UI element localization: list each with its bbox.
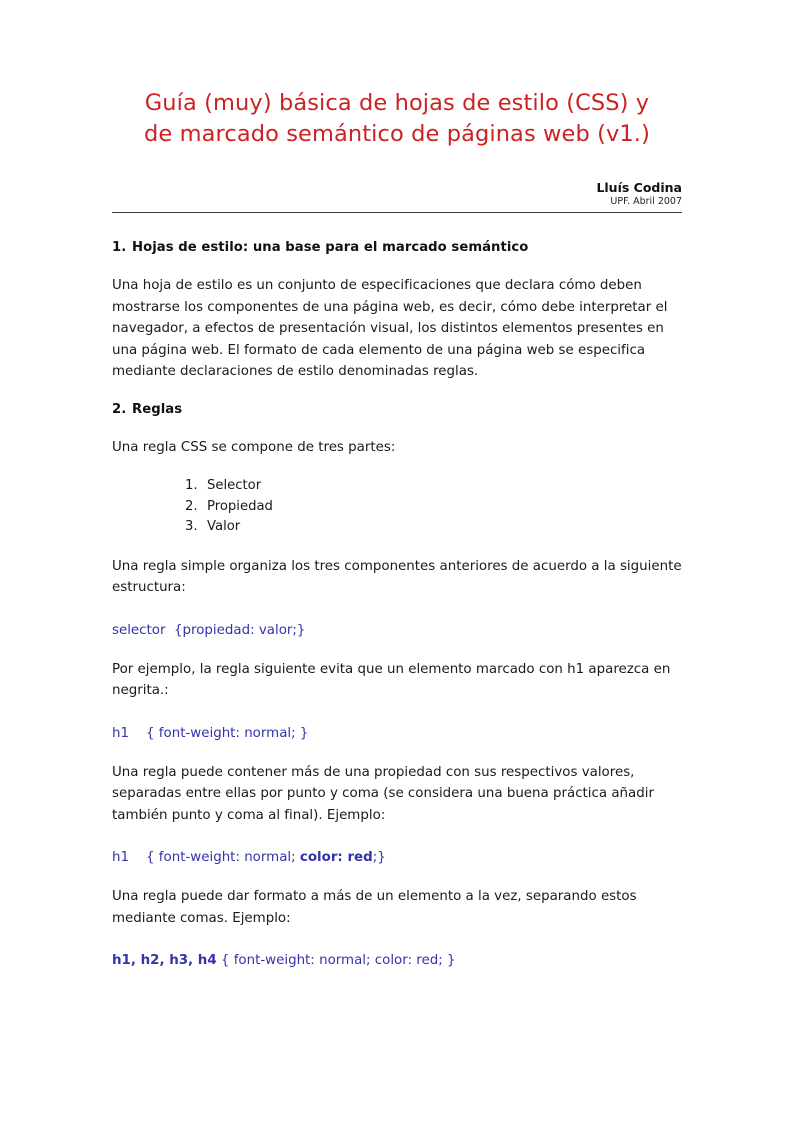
code-example-2-prefix: h1 { font-weight: normal; (112, 850, 300, 866)
list-item-number: 2. (185, 498, 198, 514)
section-heading-2 (112, 383, 682, 419)
page-title-line-1: Guía (muy) básica de hojas de estilo (CSS) y (144, 90, 650, 116)
list-item-label: Valor (207, 519, 241, 535)
page-title-line-2: de marcado semántico de páginas web (v1.) (144, 121, 650, 147)
author-block (112, 180, 682, 208)
page-title (112, 0, 682, 150)
rule-parts-list (112, 458, 682, 538)
code-example-3-declarations: { font-weight: normal; color: red; } (216, 953, 456, 969)
author-name: Lluís Codina (596, 180, 682, 195)
author-affiliation: UPF. Abril 2007 (610, 196, 682, 207)
example-1-paragraph: Por ejemplo, la regla siguiente evita que un elemento marcado con h1 aparezca en negrita.: (112, 661, 675, 699)
section-number-1: 1. (112, 240, 127, 255)
example-2-paragraph: Una regla puede contener más de una propiedad con sus respectivos valores, separadas entre ellas por punto y coma (se considera una buena práctica añadir también punto y coma al final). Ejemplo: (112, 764, 659, 823)
code-example-2 (112, 826, 682, 868)
document-content (112, 0, 686, 971)
section-2-intro: Una regla CSS se compone de tres partes: (112, 439, 396, 455)
rule-structure-paragraph: Una regla simple organiza los tres componentes anteriores de acuerdo a la siguiente estructura: (112, 558, 686, 596)
code-rule-structure: selector {propiedad: valor;} (112, 622, 306, 638)
section-number-2: 2. (112, 401, 127, 417)
header-divider (112, 212, 682, 213)
code-example-2-suffix: ;} (372, 850, 386, 866)
list-item (112, 497, 682, 518)
list-item-label: Selector (207, 478, 262, 493)
code-example-1: h1 { font-weight: normal; } (112, 725, 309, 741)
list-item (112, 476, 682, 497)
code-example-3 (112, 929, 682, 971)
list-item-number: 1. (185, 478, 198, 493)
example-3-paragraph: Una regla puede dar formato a más de un elemento a la vez, separando estos mediante comas. Ejemplo: (112, 889, 641, 926)
section-1-paragraph: Una hoja de estilo es un conjunto de especificaciones que declara cómo deben mostrarse los componentes de una página web, es decir, cómo debe interpretar el navegador, a efectos de presentación visual, los distintos elementos presentes en una página web. El formato de cada elemento de una página web se especifica mediante declaraciones de estilo denominadas reglas. (112, 278, 672, 379)
section-title-1: Hojas de estilo: una base para el marcado semántico (132, 240, 529, 255)
list-item-number: 3. (185, 519, 198, 535)
list-item-label: Propiedad (207, 498, 273, 514)
code-example-2-bold: color: red (299, 850, 373, 866)
section-heading-1 (112, 221, 682, 257)
section-title-2: Reglas (132, 401, 183, 417)
list-item (112, 517, 682, 538)
code-example-3-selectors: h1, h2, h3, h4 (112, 953, 217, 969)
